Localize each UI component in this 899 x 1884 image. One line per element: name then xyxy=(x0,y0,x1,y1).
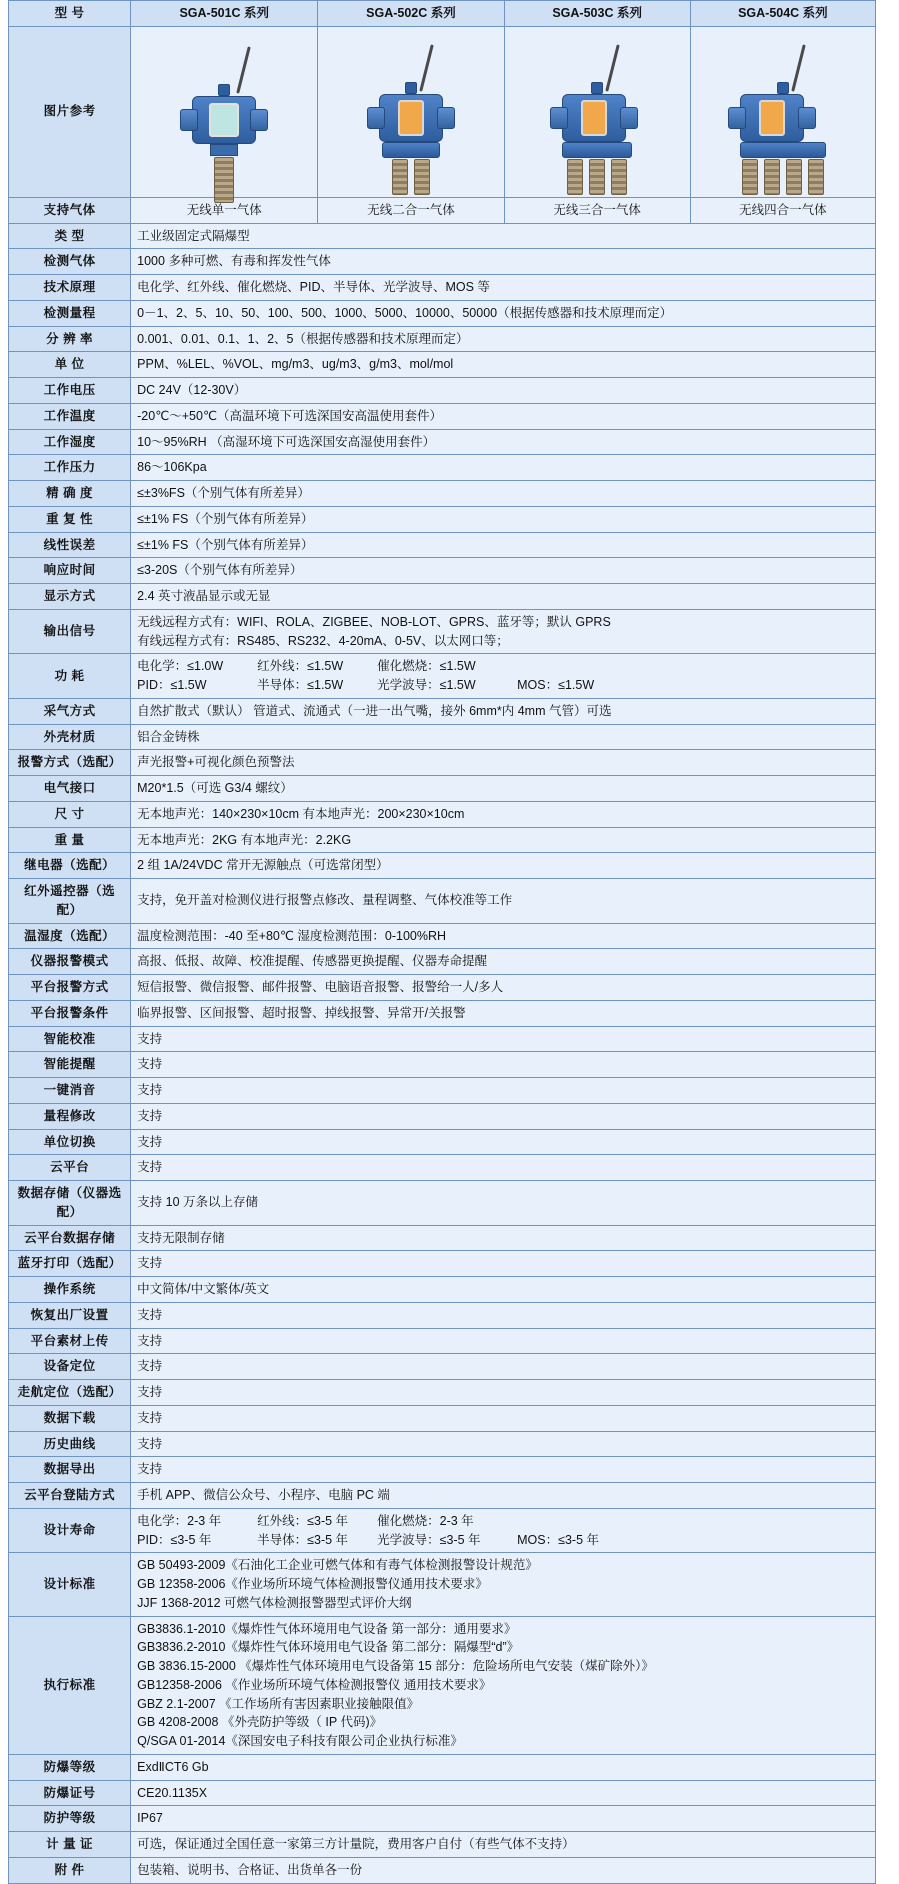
table-row xyxy=(9,975,876,1001)
row-value: ≤±1% FS（个别气体有所差异） xyxy=(131,506,876,532)
output-line-2: 有线远程方式有：RS485、RS232、4-20mA、0-5V、以太网口等； xyxy=(137,633,509,648)
table-row xyxy=(9,1103,876,1129)
gas-value-4: 无线四合一气体 xyxy=(690,197,875,223)
power-item: 红外线：≤1.5W xyxy=(257,659,344,674)
output-label: 输出信号 xyxy=(9,609,131,654)
device-image-2 xyxy=(318,26,504,197)
row-label: 设备定位 xyxy=(9,1354,131,1380)
table-row xyxy=(9,724,876,750)
row-value: PPM、%LEL、%VOL、mg/m3、ug/m3、g/m3、mol/mol xyxy=(131,352,876,378)
power-item: MOS：≤1.5W xyxy=(517,678,595,692)
table-row xyxy=(9,853,876,879)
row-label: 报警方式（选配） xyxy=(9,750,131,776)
power-item: 半导体：≤1.5W xyxy=(257,678,344,692)
row-value: 手机 APP、微信公众号、小程序、电脑 PC 端 xyxy=(131,1483,876,1509)
table-row xyxy=(9,1857,876,1883)
row-value: DC 24V（12-30V） xyxy=(131,378,876,404)
row-value: 支持 xyxy=(131,1052,876,1078)
table-row xyxy=(9,827,876,853)
row-value: ≤±3%FS（个别气体有所差异） xyxy=(131,481,876,507)
gas-value-1: 无线单一气体 xyxy=(131,197,318,223)
table-row xyxy=(9,1000,876,1026)
table-row xyxy=(9,1754,876,1780)
row-value: 支持 xyxy=(131,1431,876,1457)
row-label: 量程修改 xyxy=(9,1103,131,1129)
row-label: 云平台数据存储 xyxy=(9,1225,131,1251)
table-row xyxy=(9,1026,876,1052)
table-row xyxy=(9,1780,876,1806)
model-2: SGA-502C 系列 xyxy=(318,1,504,27)
design-standard-value xyxy=(131,1553,876,1616)
exec-standard-line: GB 3836.15-2000 《爆炸性气体环境用电气设备第 15 部分：危险场所电气安装（煤矿除外）》 xyxy=(137,1659,654,1673)
row-value: 支持 xyxy=(131,1155,876,1181)
row-value: 无本地声光：140×230×10cm 有本地声光：200×230×10cm xyxy=(131,801,876,827)
row-label: 工作温度 xyxy=(9,403,131,429)
model-3: SGA-503C 系列 xyxy=(504,1,690,27)
row-label: 附 件 xyxy=(9,1857,131,1883)
row-label: 数据下载 xyxy=(9,1405,131,1431)
table-row xyxy=(9,1380,876,1406)
row-label: 显示方式 xyxy=(9,584,131,610)
row-label: 重 量 xyxy=(9,827,131,853)
device-image-3 xyxy=(504,26,690,197)
row-label: 操作系统 xyxy=(9,1277,131,1303)
table-row xyxy=(9,378,876,404)
row-value: 短信报警、微信报警、邮件报警、电脑语音报警、报警给一人/多人 xyxy=(131,975,876,1001)
row-value: 无本地声光：2KG 有本地声光：2.2KG xyxy=(131,827,876,853)
table-row-power xyxy=(9,654,876,699)
table-row xyxy=(9,249,876,275)
table-row xyxy=(9,1129,876,1155)
table-row xyxy=(9,1251,876,1277)
row-label: 检测量程 xyxy=(9,300,131,326)
row-label: 防护等级 xyxy=(9,1806,131,1832)
table-row xyxy=(9,801,876,827)
table-row xyxy=(9,506,876,532)
row-label: 温湿度（选配） xyxy=(9,923,131,949)
table-row xyxy=(9,1181,876,1226)
table-row xyxy=(9,1277,876,1303)
gas-row-label: 支持气体 xyxy=(9,197,131,223)
row-value: 高报、低报、故障、校准提醒、传感器更换提醒、仪器寿命提醒 xyxy=(131,949,876,975)
row-label: 蓝牙打印（选配） xyxy=(9,1251,131,1277)
life-item xyxy=(517,1512,637,1531)
exec-standard-value xyxy=(131,1616,876,1754)
row-value: 支持 xyxy=(131,1328,876,1354)
row-value: 0－1、2、5、10、50、100、500、1000、5000、10000、50000（根据传感器和技术原理而定） xyxy=(131,300,876,326)
table-row xyxy=(9,532,876,558)
row-value: ExdⅡCT6 Gb xyxy=(131,1754,876,1780)
table-row xyxy=(9,275,876,301)
row-value: M20*1.5（可选 G3/4 螺纹） xyxy=(131,776,876,802)
design-standard-label: 设计标准 xyxy=(9,1553,131,1616)
table-row xyxy=(9,326,876,352)
row-label: 计 量 证 xyxy=(9,1832,131,1858)
table-row xyxy=(9,949,876,975)
table-row xyxy=(9,1078,876,1104)
image-row-label: 图片参考 xyxy=(9,26,131,197)
row-value: 中文简体/中文繁体/英文 xyxy=(131,1277,876,1303)
power-value xyxy=(131,654,876,699)
row-label: 线性误差 xyxy=(9,532,131,558)
row-label: 分 辨 率 xyxy=(9,326,131,352)
row-value: 包装箱、说明书、合格证、出货单各一份 xyxy=(131,1857,876,1883)
table-row-output xyxy=(9,609,876,654)
table-row xyxy=(9,750,876,776)
row-label: 检测气体 xyxy=(9,249,131,275)
power-line-1 xyxy=(137,657,869,676)
exec-standard-line: GB12358-2006 《作业场所环境气体检测报警仪 通用技术要求》 xyxy=(137,1677,492,1692)
life-item: 催化燃烧：2-3 年 xyxy=(377,1513,474,1528)
table-row xyxy=(9,223,876,249)
output-line-1: 无线远程方式有：WIFI、ROLA、ZIGBEE、NOB-LOT、GPRS、蓝牙等；默认 GPRS xyxy=(137,614,611,629)
row-label: 单 位 xyxy=(9,352,131,378)
row-label: 一键消音 xyxy=(9,1078,131,1104)
design-standard-line: GB 12358-2006《作业场所环境气体检测报警仪通用技术要求》 xyxy=(137,1577,488,1591)
life-item: 光学波导：≤3-5 年 xyxy=(377,1532,481,1547)
row-value: 0.001、0.01、0.1、1、2、5（根据传感器和技术原理而定） xyxy=(131,326,876,352)
row-value: 临界报警、区间报警、超时报警、掉线报警、异常开/关报警 xyxy=(131,1000,876,1026)
table-row xyxy=(9,698,876,724)
row-value: IP67 xyxy=(131,1806,876,1832)
life-line-2 xyxy=(137,1531,869,1550)
table-row xyxy=(9,558,876,584)
table-row xyxy=(9,776,876,802)
row-label: 单位切换 xyxy=(9,1129,131,1155)
row-value: 支持 xyxy=(131,1302,876,1328)
row-label: 继电器（选配） xyxy=(9,853,131,879)
life-item: 红外线：≤3-5 年 xyxy=(257,1513,349,1528)
row-value: 支持 xyxy=(131,1078,876,1104)
table-row xyxy=(9,481,876,507)
table-row-header xyxy=(9,1,876,27)
table-row xyxy=(9,1832,876,1858)
table-row xyxy=(9,879,876,924)
device-image-4 xyxy=(690,26,875,197)
row-value: 2 组 1A/24VDC 常开无源触点（可选常闭型） xyxy=(131,853,876,879)
exec-standard-line: GBZ 2.1-2007 《工作场所有害因素职业接触限值》 xyxy=(137,1696,420,1711)
row-value: 支持 xyxy=(131,1103,876,1129)
table-row xyxy=(9,584,876,610)
row-label: 仪器报警模式 xyxy=(9,949,131,975)
row-value: 支持，免开盖对检测仪进行报警点修改、量程调整、气体校准等工作 xyxy=(131,879,876,924)
row-label: 云平台 xyxy=(9,1155,131,1181)
row-value: 支持 xyxy=(131,1457,876,1483)
spec-table xyxy=(8,0,876,1884)
table-row xyxy=(9,429,876,455)
row-label: 技术原理 xyxy=(9,275,131,301)
exec-standard-line: GB 4208-2008 《外壳防护等级（ IP 代码)》 xyxy=(137,1715,383,1730)
power-item: 电化学：≤1.0W xyxy=(137,659,224,674)
row-value: 支持 xyxy=(131,1354,876,1380)
row-value: 86～106Kpa xyxy=(131,455,876,481)
power-item: PID：≤1.5W xyxy=(137,678,207,692)
row-value: 支持无限制存储 xyxy=(131,1225,876,1251)
gas-value-3: 无线三合一气体 xyxy=(504,197,690,223)
life-value xyxy=(131,1508,876,1553)
table-row xyxy=(9,923,876,949)
design-standard-line: GB 50493-2009《石油化工企业可燃气体和有毒气体检测报警设计规范》 xyxy=(137,1558,538,1573)
power-item: 光学波导：≤1.5W xyxy=(377,678,476,692)
row-label: 智能提醒 xyxy=(9,1052,131,1078)
row-label: 防爆证号 xyxy=(9,1780,131,1806)
row-value: 温度检测范围：-40 至+80℃ 湿度检测范围：0-100%RH xyxy=(131,923,876,949)
row-value: CE20.1135X xyxy=(131,1780,876,1806)
output-value xyxy=(131,609,876,654)
life-item: MOS：≤3-5 年 xyxy=(517,1532,600,1547)
row-label: 智能校准 xyxy=(9,1026,131,1052)
gas-value-2: 无线二合一气体 xyxy=(318,197,504,223)
device-image-1 xyxy=(131,26,318,197)
row-label: 外壳材质 xyxy=(9,724,131,750)
table-row xyxy=(9,1225,876,1251)
life-line-1 xyxy=(137,1512,869,1531)
row-label: 重 复 性 xyxy=(9,506,131,532)
table-row xyxy=(9,300,876,326)
model-1: SGA-501C 系列 xyxy=(131,1,318,27)
row-label: 云平台登陆方式 xyxy=(9,1483,131,1509)
exec-standard-line: GB3836.2-2010《爆炸性气体环境用电气设备 第二部分：隔爆型“d”》 xyxy=(137,1640,520,1655)
table-row xyxy=(9,1806,876,1832)
row-label: 精 确 度 xyxy=(9,481,131,507)
row-value: 电化学、红外线、催化燃烧、PID、半导体、光学波导、MOS 等 xyxy=(131,275,876,301)
power-item xyxy=(517,657,637,676)
table-row xyxy=(9,1328,876,1354)
row-label: 平台报警条件 xyxy=(9,1000,131,1026)
exec-standard-line: GB3836.1-2010《爆炸性气体环境用电气设备 第一部分：通用要求》 xyxy=(137,1621,517,1636)
row-label: 走航定位（选配） xyxy=(9,1380,131,1406)
table-row xyxy=(9,455,876,481)
exec-standard-line: Q/SGA 01-2014《深国安电子科技有限公司企业执行标准》 xyxy=(137,1734,463,1748)
table-row-images xyxy=(9,26,876,197)
row-label: 平台报警方式 xyxy=(9,975,131,1001)
life-item: 电化学：2-3 年 xyxy=(137,1513,222,1528)
life-item: 半导体：≤3-5 年 xyxy=(257,1532,349,1547)
row-value: 支持 xyxy=(131,1129,876,1155)
row-value: 声光报警+可视化颜色预警法 xyxy=(131,750,876,776)
row-label: 红外遥控器（选配） xyxy=(9,879,131,924)
row-value: 2.4 英寸液晶显示或无显 xyxy=(131,584,876,610)
row-value: ≤±1% FS（个别气体有所差异） xyxy=(131,532,876,558)
table-row-gas xyxy=(9,197,876,223)
row-label: 响应时间 xyxy=(9,558,131,584)
table-row xyxy=(9,352,876,378)
life-label: 设计寿命 xyxy=(9,1508,131,1553)
row-value: 支持 xyxy=(131,1380,876,1406)
row-label: 电气接口 xyxy=(9,776,131,802)
row-value: 支持 xyxy=(131,1251,876,1277)
table-row-design-standard xyxy=(9,1553,876,1616)
row-value: -20℃～+50℃（高温环境下可选深国安高温使用套件） xyxy=(131,403,876,429)
table-row xyxy=(9,1405,876,1431)
row-label: 数据存储（仪器选配） xyxy=(9,1181,131,1226)
row-label: 平台素材上传 xyxy=(9,1328,131,1354)
row-label: 恢复出厂设置 xyxy=(9,1302,131,1328)
table-row-life xyxy=(9,1508,876,1553)
row-label: 工作压力 xyxy=(9,455,131,481)
row-label: 类 型 xyxy=(9,223,131,249)
row-value: ≤3-20S（个别气体有所差异） xyxy=(131,558,876,584)
power-line-2 xyxy=(137,676,869,695)
table-row xyxy=(9,1302,876,1328)
row-label: 采气方式 xyxy=(9,698,131,724)
life-item: PID：≤3-5 年 xyxy=(137,1532,212,1547)
row-label: 工作湿度 xyxy=(9,429,131,455)
row-value: 铝合金铸株 xyxy=(131,724,876,750)
model-4: SGA-504C 系列 xyxy=(690,1,875,27)
header-label: 型 号 xyxy=(9,1,131,27)
exec-standard-label: 执行标准 xyxy=(9,1616,131,1754)
power-label: 功 耗 xyxy=(9,654,131,699)
table-row xyxy=(9,1431,876,1457)
table-row xyxy=(9,1483,876,1509)
row-value: 1000 多种可燃、有毒和挥发性气体 xyxy=(131,249,876,275)
row-value: 可选，保证通过全国任意一家第三方计量院，费用客户自付（有些气体不支持） xyxy=(131,1832,876,1858)
table-row xyxy=(9,1052,876,1078)
row-value: 10～95%RH （高湿环境下可选深国安高湿使用套件） xyxy=(131,429,876,455)
row-value: 工业级固定式隔爆型 xyxy=(131,223,876,249)
row-value: 支持 xyxy=(131,1026,876,1052)
table-row xyxy=(9,1155,876,1181)
design-standard-line: JJF 1368-2012 可燃气体检测报警器型式评价大纲 xyxy=(137,1595,412,1610)
row-value: 支持 xyxy=(131,1405,876,1431)
table-row-exec-standard xyxy=(9,1616,876,1754)
row-label: 数据导出 xyxy=(9,1457,131,1483)
row-label: 尺 寸 xyxy=(9,801,131,827)
row-label: 历史曲线 xyxy=(9,1431,131,1457)
row-value: 自然扩散式（默认） 管道式、流通式（一进一出气嘴，接外 6mm*内 4mm 气管）可选 xyxy=(131,698,876,724)
table-row xyxy=(9,403,876,429)
row-value: 支持 10 万条以上存储 xyxy=(131,1181,876,1226)
row-label: 防爆等级 xyxy=(9,1754,131,1780)
power-item: 催化燃烧：≤1.5W xyxy=(377,659,476,674)
row-label: 工作电压 xyxy=(9,378,131,404)
table-row xyxy=(9,1354,876,1380)
table-row xyxy=(9,1457,876,1483)
